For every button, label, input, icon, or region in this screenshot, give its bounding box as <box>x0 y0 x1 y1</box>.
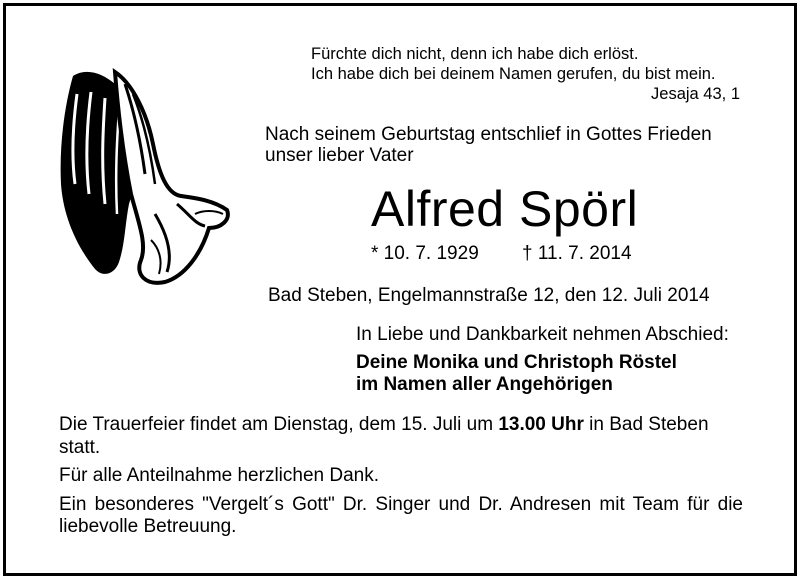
service-prefix: Die Trauerfeier findet am Dienstag, dem 15. Juli um <box>59 414 499 435</box>
special-thanks: Ein besonderes "Vergelt´s Gott" Dr. Singer und Dr. Andresen mit Team für die liebevolle Betreuung. <box>59 493 743 537</box>
service-suffix: in Bad Steben statt. <box>59 414 709 458</box>
service-info <box>59 414 743 459</box>
thanks-line: Für alle Anteilnahme herzlichen Dank. <box>59 465 380 486</box>
service-time: 13.00 Uhr <box>498 414 584 435</box>
mourners-line-1: Deine Monika und Christoph Röstel <box>356 352 677 373</box>
intro-line-1: Nach seinem Geburtstag entschlief in Gottes Frieden <box>265 124 712 145</box>
mourners-intro: In Liebe und Dankbarkeit nehmen Abschied: <box>356 324 729 345</box>
closing-text <box>59 414 743 539</box>
verse-reference: Jesaja 43, 1 <box>651 85 740 103</box>
intro-line-2: unser lieber Vater <box>265 145 414 166</box>
mourners-line-2: im Namen aller Angehörigen <box>356 374 613 395</box>
mourners-names <box>356 352 677 396</box>
birth-date: * 10. 7. 1929 <box>371 243 479 264</box>
deceased-name: Alfred Spörl <box>371 181 639 237</box>
intro-text <box>265 124 712 166</box>
death-date: † 11. 7. 2014 <box>522 243 632 264</box>
verse-line-2: Ich habe dich bei deinem Namen gerufen, du bist mein. <box>311 65 716 83</box>
bible-verse <box>311 44 716 84</box>
verse-line-1: Fürchte dich nicht, denn ich habe dich erlöst. <box>311 45 639 63</box>
place-and-date: Bad Steben, Engelmannstraße 12, den 12. Juli 2014 <box>268 285 710 306</box>
praying-hands-icon <box>55 64 233 286</box>
